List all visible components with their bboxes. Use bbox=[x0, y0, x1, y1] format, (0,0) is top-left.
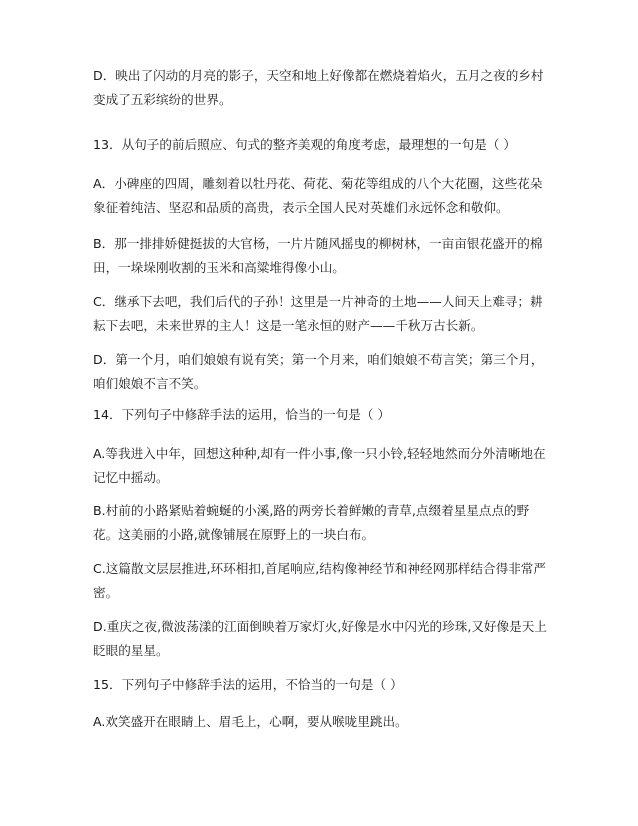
text-line: C．继承下去吧，我们后代的子孙！这里是一片神奇的土地——人间天上难寻；耕 bbox=[93, 294, 543, 309]
text-line: 15．下列句子中修辞手法的运用，不恰当的一句是（ ） bbox=[93, 677, 403, 692]
option-a-q14 bbox=[93, 442, 551, 490]
text-line: 14．下列句子中修辞手法的运用，恰当的一句是（ ） bbox=[93, 407, 391, 422]
text-line: 咱们娘娘不言不笑。 bbox=[93, 376, 207, 391]
text-line: 耘下去吧，未来世界的主人！这是一笔永恒的财产——千秋万古长新。 bbox=[93, 318, 484, 333]
text-line: 象征着纯洁、坚忍和品质的高贵，表示全国人民对英雄们永远怀念和敬仰。 bbox=[93, 200, 509, 215]
option-b-q14 bbox=[93, 499, 551, 547]
option-a-q15 bbox=[93, 710, 551, 734]
text-line: 眨眼的星星。 bbox=[93, 643, 169, 658]
text-line: 13．从句子的前后照应、句式的整齐美观的角度考虑，最理想的一句是（ ） bbox=[93, 137, 517, 152]
text-line: 密。 bbox=[93, 585, 119, 600]
text-line: 变成了五彩缤纷的世界。 bbox=[93, 92, 232, 107]
question-13 bbox=[93, 133, 551, 157]
text-line: A．小碑座的四周，雕刻着以牡丹花、荷花、菊花等组成的八个大花圈，这些花朵 bbox=[93, 176, 543, 191]
text-line: D.重庆之夜,微波荡漾的江面倒映着万家灯火,好像是水中闪光的珍珠,又好像是天上 bbox=[93, 619, 547, 634]
text-line: C.这篇散文层层推进,环环相扣,首尾响应,结构像神经节和神经网那样结合得非常严 bbox=[93, 561, 546, 576]
option-b-q13 bbox=[93, 232, 551, 280]
text-line: 记忆中摇动。 bbox=[93, 470, 169, 485]
text-line: A.欢笑盛开在眼睛上、眉毛上，心啊，要从喉咙里跳出。 bbox=[93, 714, 408, 729]
question-15 bbox=[93, 673, 551, 697]
option-a-q13 bbox=[93, 172, 551, 220]
text-line: D．第一个月，咱们娘娘有说有笑；第一个月来，咱们娘娘不苟言笑；第三个月， bbox=[93, 352, 544, 367]
question-14 bbox=[93, 403, 551, 427]
option-c-q14 bbox=[93, 557, 551, 605]
text-line: 花。这美丽的小路,就像铺展在原野上的一块白布。 bbox=[93, 527, 375, 542]
option-d-q13 bbox=[93, 348, 551, 396]
text-line: D．映出了闪动的月亮的影子，天空和地上好像都在燃烧着焰火，五月之夜的乡村 bbox=[93, 68, 544, 83]
option-d-q14 bbox=[93, 615, 551, 663]
option-d-q12 bbox=[93, 64, 551, 112]
text-line: A.等我进入中年，回想这种种,却有一件小事,像一只小铃,轻轻地然而分外清晰地在 bbox=[93, 446, 546, 461]
text-line: 田，一垛垛刚收割的玉米和高粱堆得像小山。 bbox=[93, 260, 345, 275]
text-line: B．那一排排娇健挺拔的大官杨，一片片随风摇曳的柳树林，一亩亩银花盛开的棉 bbox=[93, 236, 543, 251]
text-line: B.村前的小路紧贴着蜿蜒的小溪,路的两旁长着鲜嫩的青草,点缀着星星点点的野 bbox=[93, 503, 530, 518]
option-c-q13 bbox=[93, 290, 551, 338]
